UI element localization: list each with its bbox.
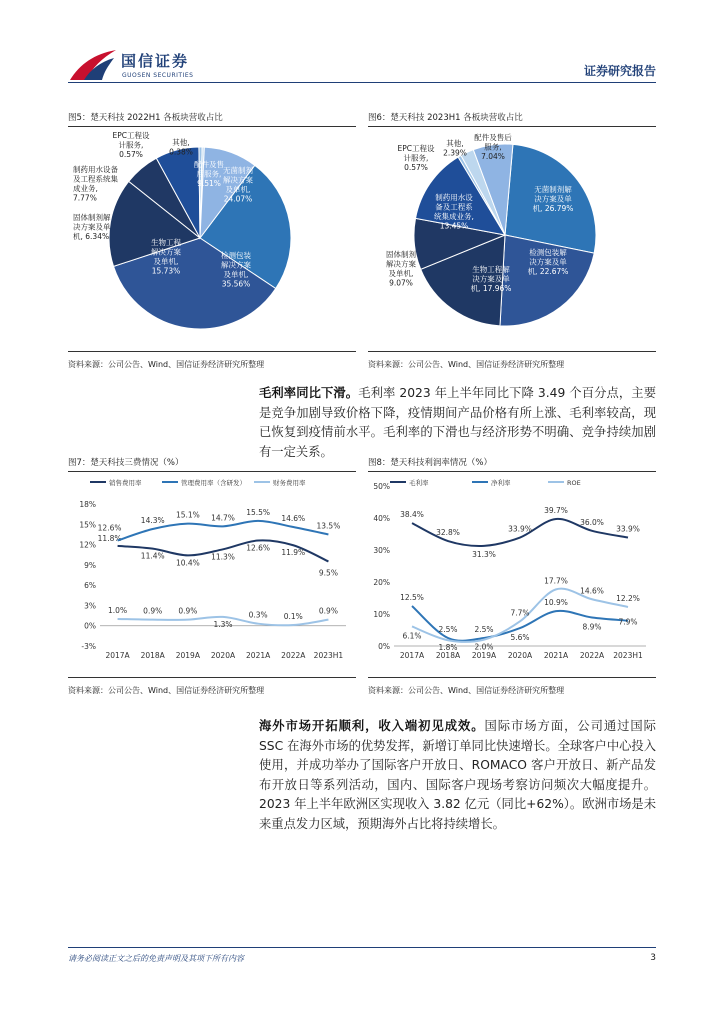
fig8-data-label: 2.5% — [438, 625, 458, 634]
fig8-legend-label: ROE — [567, 479, 581, 487]
header-rule — [68, 82, 656, 83]
fig8-data-label: 2.0% — [474, 642, 494, 652]
fig8-data-label: 8.9% — [582, 622, 602, 632]
fig7-data-label: 9.5% — [318, 568, 338, 578]
fig7-y-tick: 15% — [79, 520, 96, 530]
fig7-data-label: 15.1% — [175, 510, 200, 520]
paragraph-lead: 毛利率同比下滑。 — [259, 386, 359, 400]
fig7-data-label: 0.3% — [248, 610, 268, 620]
fig7-data-label: 12.6% — [246, 543, 271, 553]
fig8-data-label: 36.0% — [580, 517, 604, 527]
fig6-slice-label-2: 检测包装解决方案及单机, 22.67% — [527, 248, 569, 276]
paragraph-overseas — [259, 717, 656, 834]
fig7-data-label: 14.7% — [211, 513, 235, 523]
fig8-data-label: 38.4% — [400, 510, 424, 520]
fig6-slice-label-8: 配件及售后服务, 7.04% — [474, 133, 512, 161]
fig7-y-tick: 3% — [84, 601, 96, 611]
fig7-data-label: 0.9% — [318, 606, 338, 616]
fig8-data-label: 1.8% — [438, 643, 458, 653]
fig7-data-label: 14.3% — [140, 516, 165, 526]
fig5-slice-label-6: EPC工程设计服务, 0.57% — [112, 131, 150, 159]
fig7-legend-label: 销售费用率 — [109, 479, 142, 487]
fig7-data-label: 12.6% — [97, 523, 122, 533]
fig8-y-tick: 30% — [373, 546, 390, 555]
fig8-y-tick: 0% — [378, 642, 390, 651]
logo-text-cn: 国信证券 — [121, 52, 190, 70]
fig6-slice-label-4: 固体制剂解决方案及单机, 9.07% — [386, 250, 416, 288]
fig7-y-tick: 9% — [84, 560, 96, 570]
fig8-x-tick: 2019A — [471, 651, 497, 660]
fig7-data-label: 11.9% — [281, 548, 306, 558]
fig7-x-tick: 2017A — [105, 651, 130, 660]
fig8-data-label: 31.3% — [472, 549, 496, 559]
fig5-slice-label-2: 检测包装解决方案及单机, 35.56% — [221, 251, 251, 289]
fig7-y-tick: -3% — [81, 642, 96, 651]
fig7-y-tick: 0% — [84, 621, 96, 631]
fig7-data-label: 0.9% — [178, 606, 198, 616]
fig6-pie-chart — [368, 130, 656, 350]
fig8-title: 图8：楚天科技利润率情况（%） — [368, 458, 492, 468]
fig7-data-label: 10.4% — [175, 558, 200, 568]
fig7-source: 资料来源：公司公告、Wind、国信证券经济研究所整理 — [68, 686, 265, 695]
fig8-x-tick: 2020A — [507, 651, 533, 660]
fig7-data-label: 11.4% — [140, 551, 165, 561]
fig5-slice-label-7: 其他, 0.38% — [169, 138, 193, 157]
fig5-title-rule — [68, 126, 356, 127]
fig8-data-label: 39.7% — [544, 505, 568, 515]
paragraph-lead: 海外市场开拓顺利，收入端初见成效。 — [259, 719, 485, 733]
fig6-slice-label-7: 其他, 2.39% — [443, 139, 467, 158]
fig6-title: 图6：楚天科技 2023H1 各板块营收占比 — [368, 113, 523, 123]
fig6-bottom-rule — [368, 351, 656, 352]
fig8-line-chart — [368, 474, 656, 674]
fig5-slice-label-4: 固体制剂解决方案及单机, 6.34% — [73, 213, 111, 241]
fig6-title-rule — [368, 126, 656, 127]
fig8-legend-label: 毛利率 — [409, 479, 429, 487]
fig5-slice-label-8: 配件及售后服务, 9.51% — [194, 160, 224, 188]
report-type: 证券研究报告 — [583, 64, 656, 78]
fig8-data-label: 5.6% — [510, 633, 530, 643]
fig7-x-tick: 2021A — [246, 651, 271, 660]
logo — [68, 48, 118, 86]
fig8-data-label: 6.1% — [402, 631, 422, 641]
fig6-slice-label-6: EPC工程设计服务, 0.57% — [397, 144, 435, 172]
fig8-source: 资料来源：公司公告、Wind、国信证券经济研究所整理 — [368, 686, 565, 695]
logo-text-en: GUOSEN SECURITIES — [122, 72, 194, 79]
fig7-bottom-rule — [68, 677, 356, 678]
fig8-data-label: 2.5% — [474, 625, 494, 634]
fig7-data-label: 1.0% — [108, 605, 128, 615]
paragraph-gross-margin — [259, 384, 656, 462]
fig8-x-tick: 2022A — [579, 651, 605, 660]
fig8-data-label: 33.9% — [616, 524, 640, 534]
fig7-x-tick: 2023H1 — [313, 651, 344, 660]
fig5-source: 资料来源：公司公告、Wind、国信证券经济研究所整理 — [68, 360, 265, 369]
fig8-y-tick: 50% — [373, 482, 390, 491]
fig8-y-tick: 40% — [373, 514, 390, 523]
fig6-source: 资料来源：公司公告、Wind、国信证券经济研究所整理 — [368, 360, 565, 369]
fig7-x-tick: 2020A — [210, 651, 236, 660]
paragraph-body: 国际市场方面，公司通过国际 SSC 在海外市场的优势发挥，新增订单同比快速增长。全球客户中心投入使用，并成功举办了国际客户开放日、ROMACO 客户开放日、新产品发布开放日等系列活动，国内、国际客户现场考察访问频次大幅度提升。2023 年上半年欧洲区实现收入 3.82 亿元（同比+62%）。欧洲市场是未来重点发力区域，预期海外占比将持续增长。 — [259, 719, 657, 831]
paragraph-body: 毛利率 2023 年上半年同比下降 3.49 个百分点，主要是竞争加剧导致价格下降，疫情期间产品价格有所上涨、毛利率较高，现已恢复到疫情前水平。毛利率的下滑也与经济形势不明确、竞争持续加剧有一定关系。 — [259, 386, 656, 459]
fig7-data-label: 13.5% — [316, 521, 341, 531]
fig6-slice-label-3: 生物工程解决方案及单机, 17.96% — [470, 265, 512, 293]
fig5-slice-label-5: 制药用水设备及工程系统集成业务, 7.77% — [73, 165, 118, 203]
fig7-title: 图7：楚天科技三费情况（%） — [68, 458, 184, 468]
fig7-y-tick: 6% — [84, 581, 96, 591]
fig7-line-chart — [68, 474, 356, 674]
fig6-slice-label-5: 制药用水设备及工程系统集成业务, 13.45% — [434, 193, 474, 231]
fig7-x-tick: 2019A — [175, 651, 200, 660]
fig7-data-label: 11.8% — [97, 533, 122, 543]
fig6-slice-label-1: 无菌制剂解决方案及单机, 26.79% — [532, 185, 574, 213]
fig8-data-label: 12.5% — [400, 593, 424, 602]
page-number: 3 — [650, 953, 656, 963]
fig8-data-label: 7.7% — [510, 608, 530, 618]
fig7-legend-label: 财务费用率 — [273, 479, 306, 487]
fig8-y-tick: 10% — [373, 610, 390, 619]
footer-disclaimer: 请务必阅读正文之后的免责声明及其项下所有内容 — [68, 954, 244, 963]
fig7-title-rule — [68, 471, 356, 472]
fig5-title: 图5：楚天科技 2022H1 各板块营收占比 — [68, 113, 223, 123]
fig7-data-label: 0.1% — [283, 612, 303, 622]
fig8-x-tick: 2021A — [543, 651, 569, 660]
fig8-data-label: 12.2% — [616, 593, 640, 603]
fig5-slice-label-1: 无菌制剂解决方案及单机, 24.07% — [223, 166, 253, 204]
fig7-legend-label: 管理费用率（含研发） — [181, 479, 246, 487]
fig8-data-label: 7.9% — [618, 617, 638, 627]
fig7-x-tick: 2022A — [281, 651, 306, 660]
logo-mark-icon — [68, 48, 118, 82]
fig7-data-label: 14.6% — [281, 513, 306, 523]
fig8-data-label: 32.8% — [436, 528, 460, 538]
fig8-x-tick: 2017A — [399, 651, 425, 660]
fig7-x-tick: 2018A — [140, 651, 165, 660]
fig7-data-label: 15.5% — [246, 507, 271, 517]
fig8-y-tick: 20% — [373, 578, 390, 587]
fig5-slice-label-3: 生物工程解决方案及单机, 15.73% — [151, 238, 181, 276]
fig8-bottom-rule — [368, 677, 656, 678]
fig8-title-rule — [368, 471, 656, 472]
fig8-data-label: 33.9% — [508, 524, 532, 534]
fig8-legend-label: 净利率 — [491, 479, 511, 487]
fig7-y-tick: 12% — [79, 540, 96, 550]
fig8-data-label: 17.7% — [544, 576, 568, 586]
fig7-data-label: 1.3% — [213, 619, 233, 629]
fig7-data-label: 0.9% — [143, 606, 163, 616]
fig8-x-tick: 2023H1 — [613, 651, 643, 660]
fig8-x-tick: 2018A — [435, 651, 461, 660]
footer-rule — [68, 947, 656, 948]
fig5-bottom-rule — [68, 351, 356, 352]
fig7-data-label: 11.3% — [211, 552, 235, 562]
fig7-y-tick: 18% — [79, 500, 96, 509]
fig5-pie-chart — [68, 130, 356, 350]
fig8-data-label: 14.6% — [580, 586, 604, 596]
fig8-data-label: 10.9% — [544, 598, 568, 608]
